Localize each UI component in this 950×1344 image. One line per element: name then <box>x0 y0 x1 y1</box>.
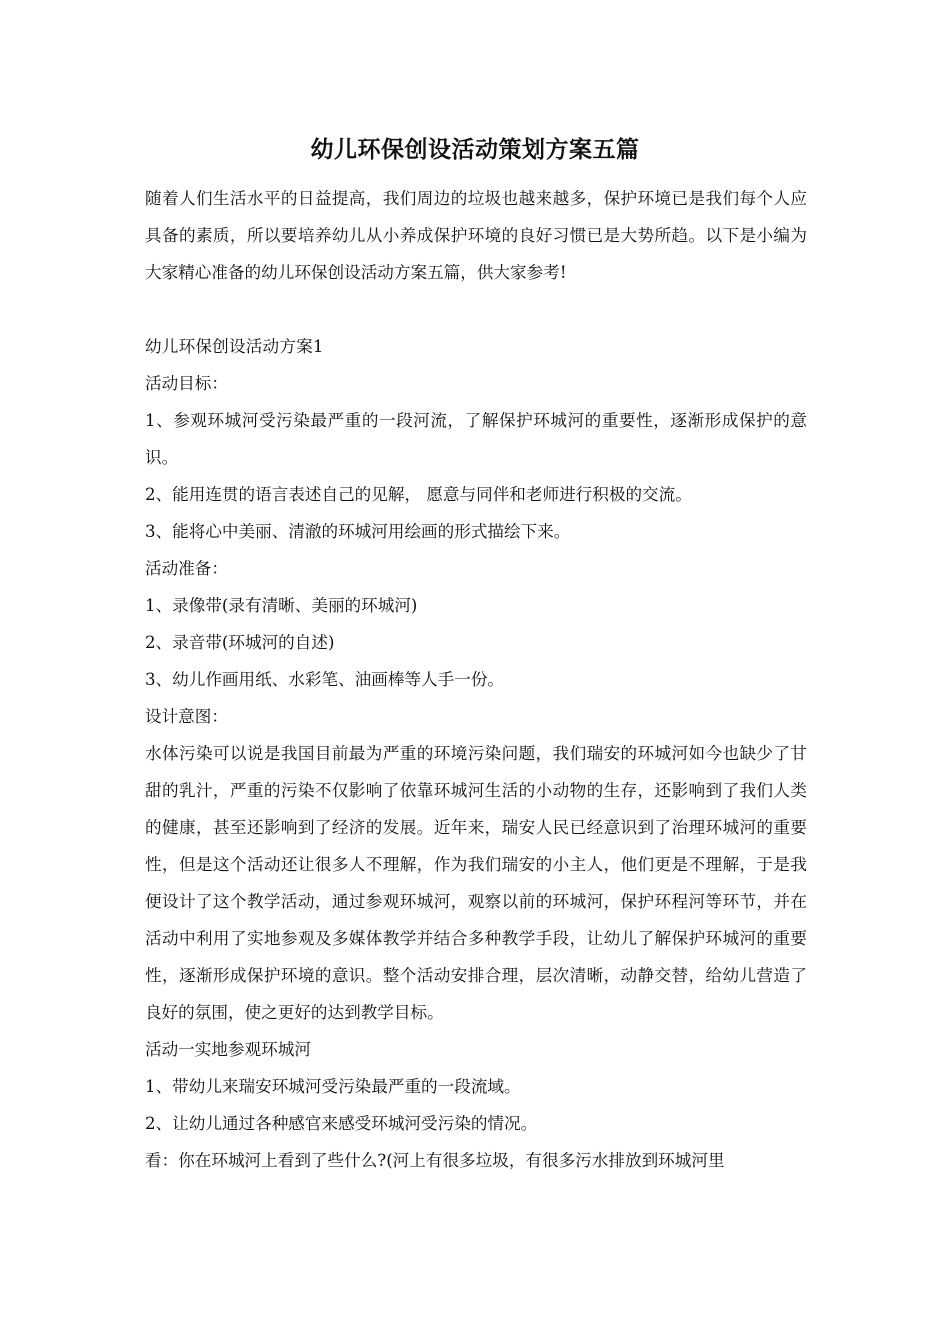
paragraph-spacer <box>145 291 807 328</box>
intro-paragraph: 随着人们生活水平的日益提高，我们周边的垃圾也越来越多，保护环境已是我们每个人应具备的素质，所以要培养幼儿从小养成保护环境的良好习惯已是大势所趋。以下是小编为大家精心准备的幼儿环保创设活动方案五篇，供大家参考! <box>145 189 807 282</box>
document-body <box>145 180 807 1179</box>
section-heading: 幼儿环保创设活动方案1 <box>145 337 324 356</box>
subheading-design-intent: 设计意图： <box>145 707 228 726</box>
subheading-preparation: 活动准备： <box>145 559 228 578</box>
document-title: 幼儿环保创设活动策划方案五篇 <box>310 136 640 163</box>
goal-item: 3、能将心中美丽、清澈的环城河用绘画的形式描绘下来。 <box>145 522 571 541</box>
activity-step: 2、让幼儿通过各种感官来感受环城河受污染的情况。 <box>145 1114 538 1133</box>
design-intent-paragraph: 水体污染可以说是我国目前最为严重的环境污染问题，我们瑞安的环城河如今也缺少了甘甜的乳汁，严重的污染不仅影响了依靠环城河生活的小动物的生存，还影响到了我们人类的健康，甚至还影响到了经济的发展。近年来，瑞安人民已经意识到了治理环城河的重要性，但是这个活动还让很多人不理解，作为我们瑞安的小主人，他们更是不理解，于是我便设计了这个教学活动，通过参观环城河，观察以前的环城河，保护环程河等环节，并在活动中利用了实地参观及多媒体教学并结合多种教学手段，让幼儿了解保护环城河的重要性，逐渐形成保护环境的意识。整个活动安排合理，层次清晰，动静交替，给幼儿营造了良好的氛围，使之更好的达到教学目标。 <box>145 744 807 1022</box>
goal-item: 1、参观环城河受污染最严重的一段河流，了解保护环城河的重要性，逐渐形成保护的意识。 <box>145 411 807 467</box>
preparation-item: 1、录像带(录有清晰、美丽的环城河) <box>145 596 418 615</box>
activity-step: 看：你在环城河上看到了些什么?(河上有很多垃圾，有很多污水排放到环城河里 <box>145 1151 725 1170</box>
subheading-goals: 活动目标： <box>145 374 228 393</box>
content-lines <box>145 328 807 1179</box>
preparation-item: 3、幼儿作画用纸、水彩笔、油画棒等人手一份。 <box>145 670 505 689</box>
activity-heading: 活动一实地参观环城河 <box>145 1040 311 1059</box>
activity-step: 1、带幼儿来瑞安环城河受污染最严重的一段流域。 <box>145 1077 521 1096</box>
preparation-item: 2、录音带(环城河的自述) <box>145 633 335 652</box>
goal-item: 2、能用连贯的语言表述自己的见解， 愿意与同伴和老师进行积极的交流。 <box>145 485 692 504</box>
